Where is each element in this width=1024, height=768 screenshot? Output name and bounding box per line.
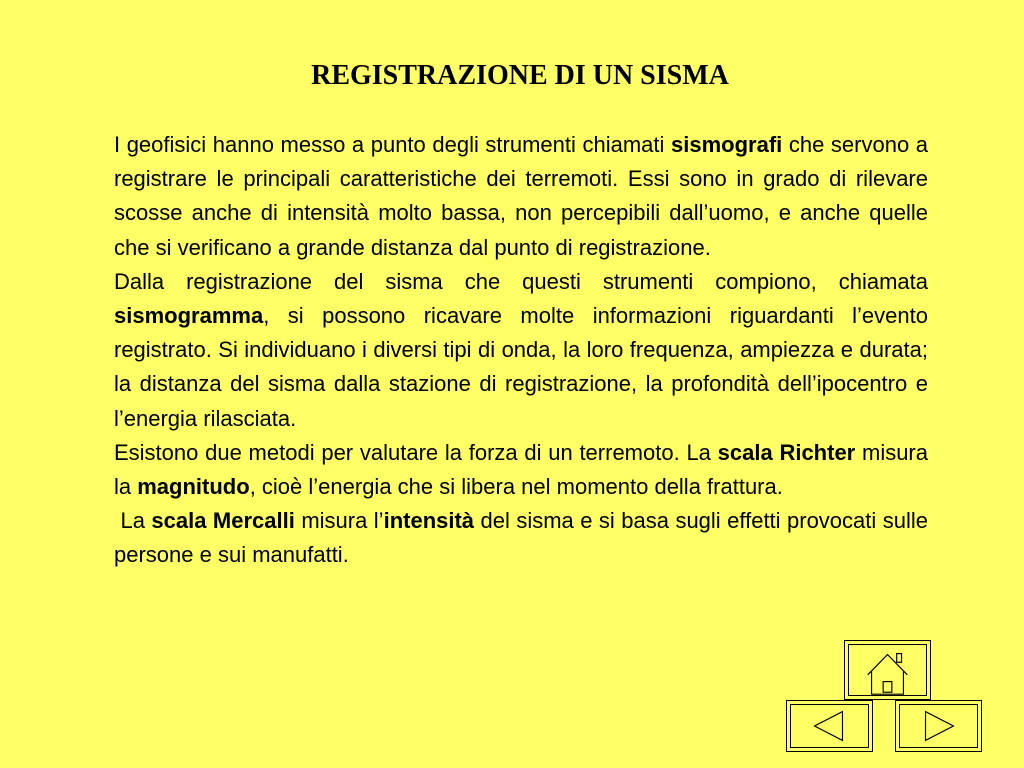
keyword-scala-richter: scala Richter xyxy=(717,439,856,465)
text-segment: , cioè l’energia che si libera nel momento della frattura. xyxy=(249,474,783,500)
home-button[interactable] xyxy=(844,640,931,700)
slide-title: REGISTRAZIONE DI UN SISMA xyxy=(311,60,729,91)
paragraph-sismogramma xyxy=(114,265,928,436)
keyword-sismografi: sismografi xyxy=(671,132,783,157)
keyword-intensita: intensità xyxy=(383,508,475,534)
text-segment: misura la xyxy=(114,439,928,500)
paragraph-sismografi xyxy=(114,128,928,265)
text-segment: La xyxy=(114,508,152,534)
text-segment: Esistono due metodi per valutare la forza di un terremoto. La xyxy=(114,439,718,465)
text-segment: I geofisici hanno messo a punto degli strumenti chiamati xyxy=(114,132,671,157)
keyword-magnitudo: magnitudo xyxy=(137,474,250,500)
next-slide-button[interactable] xyxy=(895,700,982,752)
keyword-scala-mercalli: scala Mercalli xyxy=(151,508,295,534)
text-segment: che servono a registrare le principali caratteristiche dei terremoti. Essi sono in grado di rilevare scosse anche di intensità molto bassa, non percepibili dall’uomo, e anche quelle che si verificano a grande distanza dal punto di registrazione. xyxy=(114,132,928,260)
text-segment: , si possono ricavare molte informazioni riguardanti l’evento registrato. Si individuano i diversi tipi di onda, la loro frequenza, ampiezza e durata; la distanza del sisma dalla stazione di registrazione, la profondità dell’ipocentro e l’energia rilasciata. xyxy=(114,303,928,431)
keyword-sismogramma: sismogramma xyxy=(114,303,264,329)
text-segment: del sisma e si basa sugli effetti provocati sulle persone e sui manufatti. xyxy=(114,508,935,568)
slide-body xyxy=(114,128,935,573)
text-segment: misura l’ xyxy=(294,508,384,534)
home-icon xyxy=(845,641,930,699)
paragraph-richter xyxy=(114,436,928,504)
previous-slide-button[interactable] xyxy=(786,700,873,752)
triangle-right-icon xyxy=(896,701,981,751)
text-segment: Dalla registrazione del sisma che questi strumenti compiono, chiamata xyxy=(114,268,928,294)
paragraph-mercalli xyxy=(114,504,935,572)
triangle-left-icon xyxy=(787,701,872,751)
